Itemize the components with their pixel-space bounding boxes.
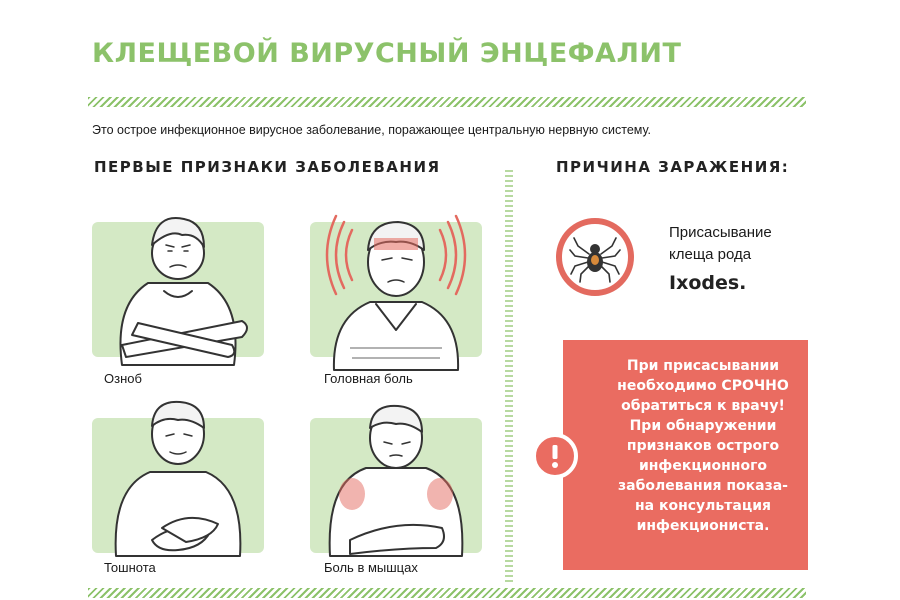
symptom-label-muscle-pain: Боль в мышцах [324,560,418,575]
nausea-figure-icon [92,392,264,560]
cause-line-1: Присасывание [669,224,772,241]
tick-icon [562,224,628,290]
cause-genus: Ixodes. [669,272,747,294]
bottom-divider [88,588,806,598]
column-divider [505,168,513,582]
symptoms-heading: ПЕРВЫЕ ПРИЗНАКИ ЗАБОЛЕВАНИЯ [94,158,441,176]
muscle-pain-figure-icon [310,398,482,560]
exclamation-glyph [536,437,574,475]
exclamation-icon [532,433,578,479]
tick-badge [556,218,634,296]
warning-text: При присасывании необходимо СРОЧНО обратиться к врачу! При обнаружении признаков острого инфекционного заболевания показа- на консультация инфекциониста. [617,358,789,534]
cause-heading: ПРИЧИНА ЗАРАЖЕНИЯ: [556,158,790,176]
symptom-label-nausea: Тошнота [104,560,156,575]
chills-figure-icon [92,195,264,375]
cause-description [669,222,772,266]
symptom-label-chills: Озноб [104,371,142,386]
cause-line-2: клеща рода [669,246,752,263]
warning-box [563,340,808,570]
intro-text: Это острое инфекционное вирусное заболевание, поражающее центральную нервную систему. [92,123,652,137]
top-divider [88,97,806,107]
page-title: КЛЕЩЕВОЙ ВИРУСНЫЙ ЭНЦЕФАЛИТ [92,38,682,69]
symptom-label-headache: Головная боль [324,371,413,386]
headache-figure-icon [310,200,482,375]
